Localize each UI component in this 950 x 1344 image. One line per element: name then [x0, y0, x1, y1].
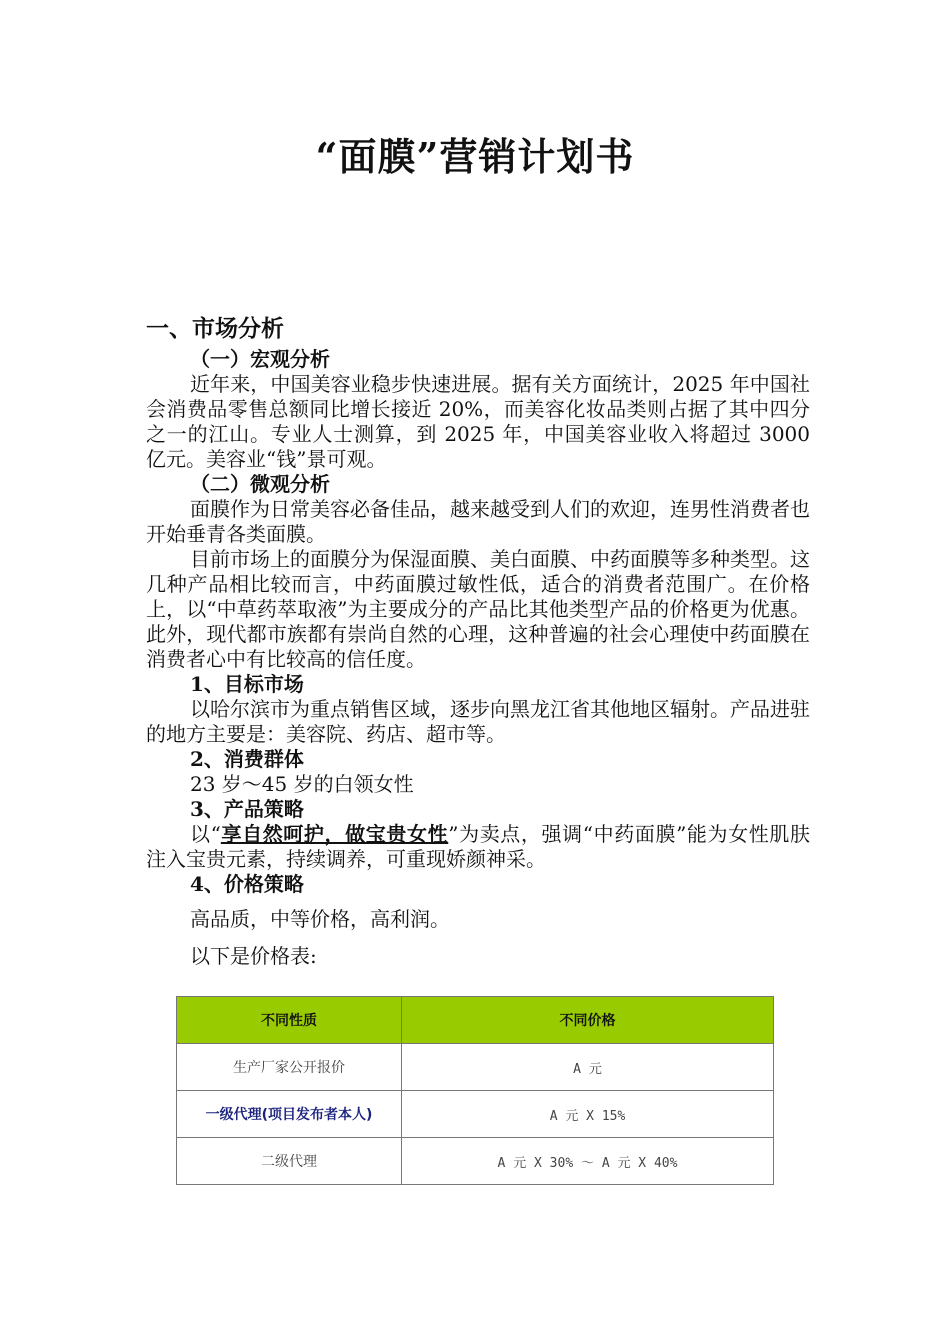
- price-table: [176, 996, 774, 1185]
- consumer-group-text: 23 岁～45 岁的白领女性: [190, 772, 414, 796]
- price-strategy-heading: 4、价格策略: [190, 872, 304, 896]
- table-cell: 生产厂家公开报价: [177, 1044, 402, 1091]
- document-title: “面膜”营销计划书: [315, 134, 635, 179]
- table-row: [177, 1138, 774, 1185]
- table-cell: 一级代理(项目发布者本人): [177, 1091, 402, 1138]
- table-row: [177, 1044, 774, 1091]
- macro-analysis-heading: （一）宏观分析: [190, 347, 330, 371]
- price-strategy-text: 高品质，中等价格，高利润。: [190, 907, 450, 931]
- product-slogan: 享自然呵护，做宝贵女性: [220, 822, 449, 846]
- table-row: [177, 1091, 774, 1138]
- product-strategy-paragraph: [146, 822, 810, 872]
- price-table-header: 不同性质: [177, 997, 402, 1044]
- price-table-header: 不同价格: [402, 997, 774, 1044]
- consumer-group-heading: 2、消费群体: [190, 747, 304, 771]
- section-body: [146, 347, 810, 969]
- macro-analysis-paragraph: 近年来，中国美容业稳步快速进展。据有关方面统计，2025 年中国社会消费品零售总额同比增长接近 20%，而美容化妆品类则占据了其中四分之一的江山。专业人士测算，到 2025 年，中国美容业收入将超过 3000 亿元。美容业“钱”景可观。: [146, 372, 810, 471]
- price-table-intro: 以下是价格表:: [190, 944, 317, 968]
- micro-analysis-paragraph-2: 目前市场上的面膜分为保湿面膜、美白面膜、中药面膜等多种类型。这几种产品相比较而言，中药面膜过敏性低，适合的消费者范围广。在价格上，以“中草药萃取液”为主要成分的产品比其他类型产品的价格更为优惠。此外，现代都市族都有崇尚自然的心理，这种普遍的社会心理使中药面膜在消费者心中有比较高的信任度。: [146, 547, 810, 671]
- table-cell: A 元: [402, 1044, 774, 1091]
- table-cell: 二级代理: [177, 1138, 402, 1185]
- micro-analysis-paragraph-1: 面膜作为日常美容必备佳品，越来越受到人们的欢迎，连男性消费者也开始垂青各类面膜。: [146, 497, 810, 546]
- product-strategy-heading: 3、产品策略: [190, 797, 304, 821]
- section-heading-market-analysis: 一、市场分析: [146, 315, 284, 342]
- price-table-header-row: [177, 997, 774, 1044]
- target-market-heading: 1、目标市场: [190, 672, 304, 696]
- target-market-paragraph: 以哈尔滨市为重点销售区域，逐步向黑龙江省其他地区辐射。产品进驻的地方主要是：美容院、药店、超市等。: [146, 697, 810, 746]
- table-cell: A 元 X 15%: [402, 1091, 774, 1138]
- product-strategy-suffix: ”为卖点，强调“中药面膜”能为女性肌肤注入宝贵元素，持续调养，可重现娇颜神采。: [146, 822, 810, 871]
- table-cell: A 元 X 30% ～ A 元 X 40%: [402, 1138, 774, 1185]
- product-strategy-prefix: 以“: [190, 822, 221, 846]
- micro-analysis-heading: （二）微观分析: [190, 472, 330, 496]
